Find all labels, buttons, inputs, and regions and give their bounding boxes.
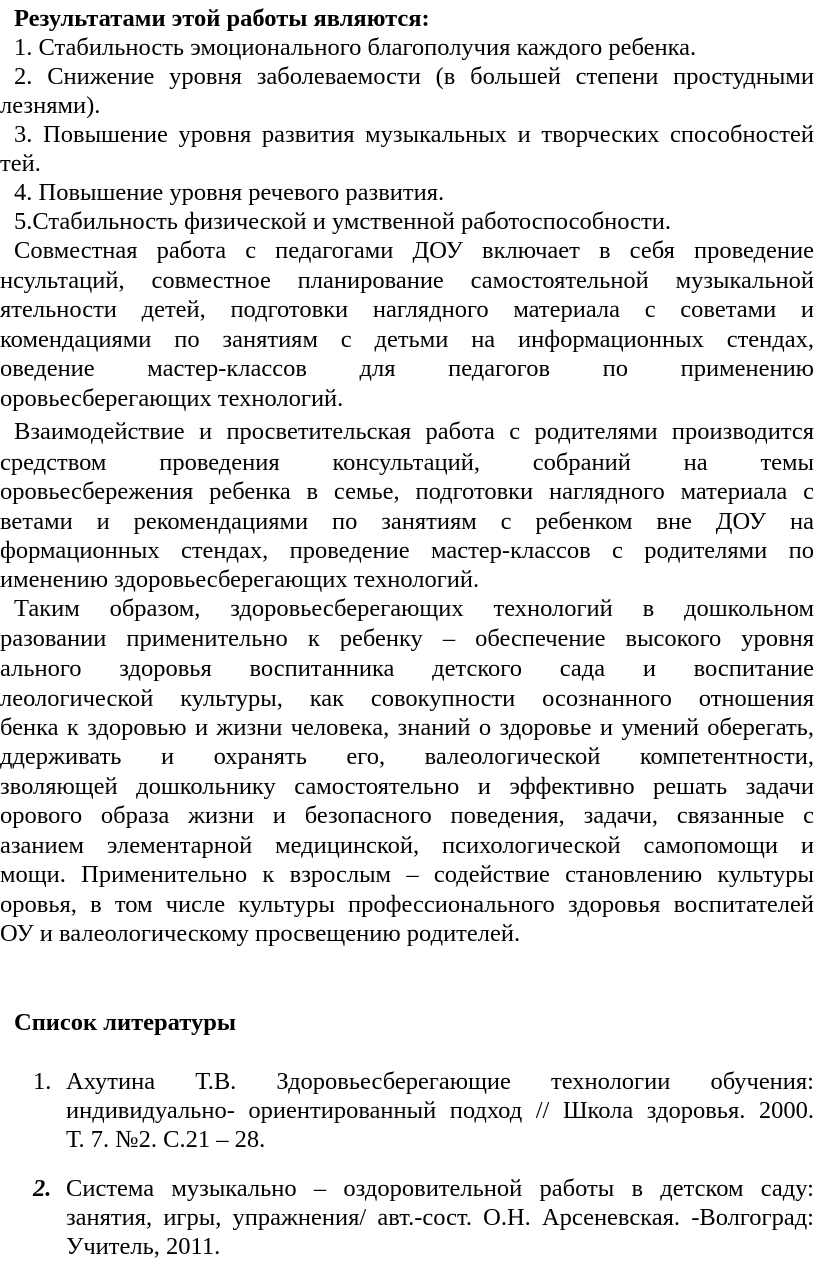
paragraph-line: ветами и рекомендациями по занятиям с ребенком вне ДОУ на	[0, 508, 814, 535]
bibliography-line: Ахутина Т.В. Здоровьесберегающие технологии обучения:	[66, 1068, 814, 1095]
paragraph-line: Взаимодействие и просветительская работа с родителями производится	[14, 418, 814, 445]
paragraph-line: зволяющей дошкольнику самостоятельно и эффективно решать задачи	[0, 773, 814, 800]
result-line: тей.	[0, 150, 41, 177]
bibliography-heading: Список литературы	[14, 1009, 237, 1036]
result-line: 1. Стабильность эмоционального благополучия каждого ребенка.	[14, 34, 697, 61]
paragraph-line: бенка к здоровью и жизни человека, знаний о здоровье и умений оберегать,	[0, 714, 814, 741]
result-line: 4. Повышение уровня речевого развития.	[14, 179, 445, 206]
paragraph-line: нсультаций, совместное планирование самостоятельной музыкальной	[0, 267, 814, 294]
paragraph-line: оровьесбережения ребенка в семье, подготовки наглядного материала с	[0, 478, 814, 505]
bibliography-line: Система музыкально – оздоровительной работы в детском саду:	[66, 1175, 814, 1202]
result-line: лезнями).	[0, 92, 101, 119]
paragraph-line: оровьесберегающих технологий.	[0, 385, 344, 412]
paragraph-line: азанием элементарной медицинской, психологической самопомощи и	[0, 832, 814, 859]
paragraph-line: разовании применительно к ребенку – обеспечение высокого уровня	[0, 625, 814, 652]
paragraph-line: средством проведения консультаций, собраний на темы	[0, 449, 814, 476]
paragraph-line: ОУ и валеологическому просвещению родителей.	[0, 920, 521, 947]
results-heading: Результатами этой работы являются:	[14, 5, 430, 32]
paragraph-line: формационных стендах, проведение мастер-классов с родителями по	[0, 537, 814, 564]
result-line: 5.Стабильность физической и умственной работоспособности.	[14, 208, 671, 235]
paragraph-line: комендациями по занятиям с детьми на информационных стендах,	[0, 326, 814, 353]
paragraph-line: мощи. Применительно к взрослым – содействие становлению культуры	[0, 861, 814, 888]
paragraph-line: ятельности детей, подготовки наглядного материала с советами и	[0, 296, 814, 323]
bibliography-line: Учитель, 2011.	[66, 1233, 221, 1260]
bibliography-line: занятия, игры, упражнения/ авт.-сост. О.Н. Арсеневская. -Волгоград:	[66, 1204, 814, 1231]
bibliography-item-number: 2.	[33, 1175, 52, 1202]
paragraph-line: оровья, в том числе культуры профессионального здоровья воспитателей	[0, 891, 814, 918]
bibliography-line: индивидуально- ориентированный подход // Школа здоровья. 2000.	[66, 1097, 814, 1124]
result-line: 3. Повышение уровня развития музыкальных и творческих способностей	[14, 121, 814, 148]
paragraph-line: Таким образом, здоровьесберегающих технологий в дошкольном	[14, 595, 814, 622]
result-line: 2. Снижение уровня заболеваемости (в большей степени простудными	[14, 63, 814, 90]
paragraph-line: леологической культуры, как совокупности осознанного отношения	[0, 685, 814, 712]
paragraph-line: Совместная работа с педагогами ДОУ включает в себя проведение	[14, 237, 814, 264]
paragraph-line: ального здоровья воспитанника детского сада и воспитание	[0, 655, 814, 682]
bibliography-line: Т. 7. №2. С.21 – 28.	[66, 1126, 266, 1153]
paragraph-line: ддерживать и охранять его, валеологической компетентности,	[0, 743, 814, 770]
paragraph-line: оведение мастер-классов для педагогов по применению	[0, 355, 814, 382]
paragraph-line: орового образа жизни и безопасного поведения, задачи, связанные с	[0, 802, 814, 829]
bibliography-item-number: 1.	[33, 1068, 52, 1095]
paragraph-line: именению здоровьесберегающих технологий.	[0, 566, 480, 593]
